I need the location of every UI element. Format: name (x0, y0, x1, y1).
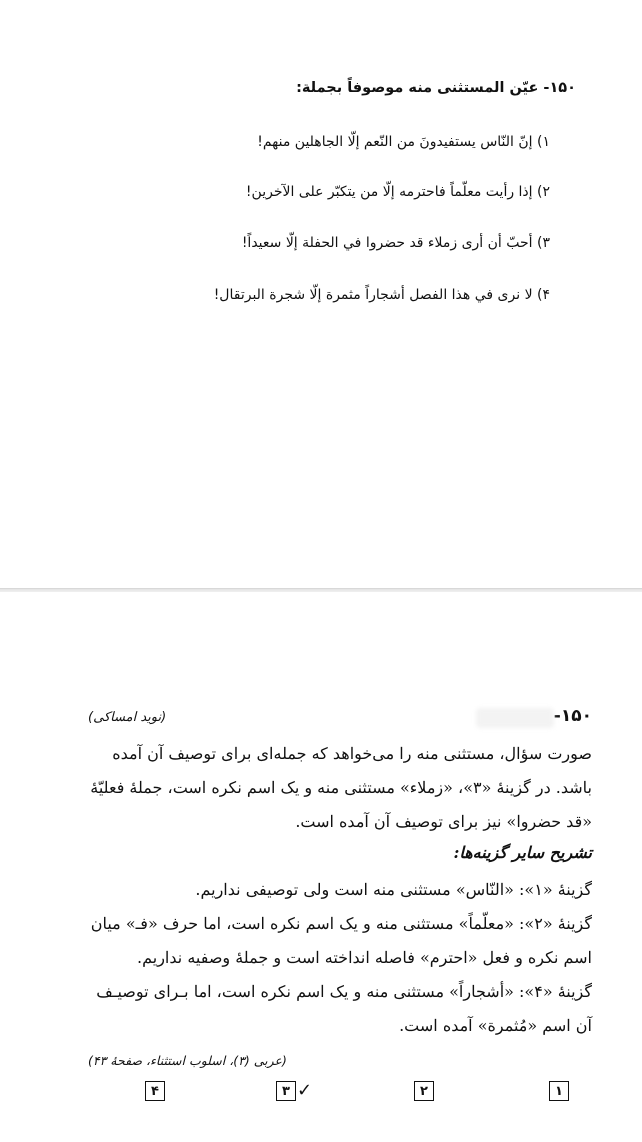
answer-number: ۱۵۰- (553, 706, 592, 726)
other-option-4: گزینهٔ «۴»: «أشجاراً» مستثنی منه و یک اسم نکره است، اما بـرای توصیـف آن اسم «مُثمرة» آمده است. (96, 982, 592, 1035)
option-4: ۴) لا نری في هذا الفصل أشجاراً مثمرة إلّا شجرة البرتقال! (213, 287, 550, 303)
choice-box-3: ۳ (276, 1081, 296, 1101)
choice-box-4: ۴ (145, 1081, 165, 1101)
question-title: ۱۵۰- عیّن المستثنی منه موصوفاً بجملة: (296, 80, 576, 96)
answer-author: (نوید امساکی) (88, 710, 167, 725)
choice-box-2: ۲ (414, 1081, 434, 1101)
option-2: ۲) إذا رأیت معلّماً فاحترمه إلّا من یتکبّر علی الآخرین! (245, 184, 550, 200)
source-reference: (عربی (۳)، اسلوب استثناء، صفحهٔ ۴۳) (88, 1053, 287, 1068)
other-option-1: گزینهٔ «۱»: «النّاس» مستثنی منه است ولی توصیفی نداریم. (195, 880, 592, 899)
blurred-watermark (476, 708, 554, 728)
choice-box-1: ۱ (549, 1081, 569, 1101)
answer-explanation: صورت سؤال، مستثنی منه را می‌خواهد که جمله‌ای برای توصیف آن آمده باشد. در گزینهٔ «۳»، «زملاء» مستثنی منه و یک اسم نکره است، جملهٔ فعلیّهٔ «قد حضروا» نیز برای توصیف آن آمده است. (90, 744, 592, 831)
option-1: ۱) إنّ النّاس یستفیدونَ من النّعم إلّا الجاهلین منهم! (257, 134, 550, 150)
other-options-list (82, 873, 592, 1043)
other-options-heading: تشریح سایر گزینه‌ها: (453, 843, 592, 862)
other-option-2: گزینهٔ «۲»: «معلّماً» مستثنی منه و یک اسم نکره است، اما حرف «فـ» میان اسم نکره و فعل «احترم» فاصله انداخته است و جملهٔ وصفیه نداریم. (90, 914, 592, 967)
check-icon: ✓ (297, 1080, 313, 1101)
option-3: ۳) أحبّ أن أری زملاء قد حضروا في الحفلة إلّا سعیداً! (241, 235, 550, 251)
